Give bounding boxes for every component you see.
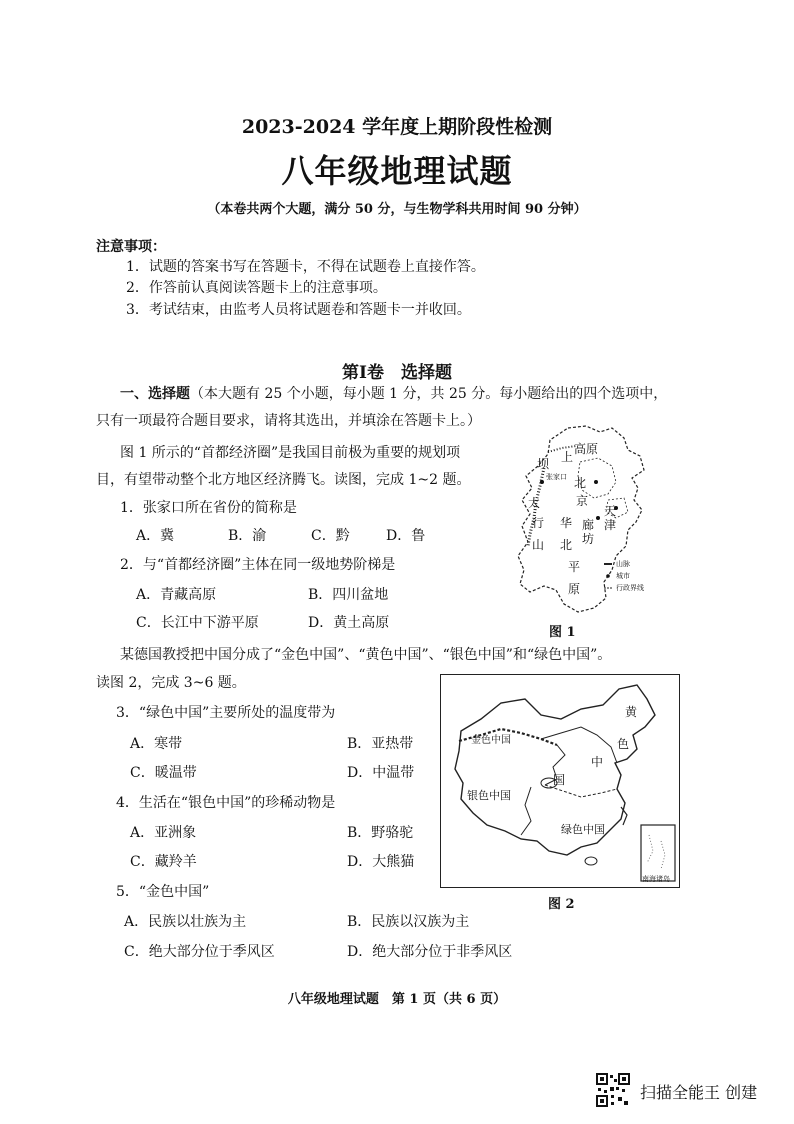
region-label-green: 绿色中国 bbox=[561, 823, 605, 836]
q5-option-d[interactable]: D．绝大部分位于非季风区 bbox=[347, 944, 513, 960]
map-label: 津 bbox=[604, 518, 617, 532]
figure-1-map bbox=[508, 422, 658, 620]
question-5-stem: 5．“金色中国” bbox=[116, 884, 210, 900]
q3-option-c[interactable]: C．暖温带 bbox=[130, 765, 197, 781]
notice-item: 1．试题的答案书写在答题卡，不得在试题卷上直接作答。 bbox=[126, 259, 485, 275]
question-4-stem: 4．生活在“银色中国”的珍稀动物是 bbox=[116, 795, 336, 811]
exam-session-title: 2023-2024 学年度上期阶段性检测 bbox=[241, 116, 553, 138]
map-label: 华 bbox=[560, 516, 573, 530]
map-label: 北 bbox=[574, 476, 587, 490]
page-footer: 八年级地理试题 第 1 页（共 6 页） bbox=[287, 992, 507, 1007]
q1-option-d[interactable]: D．鲁 bbox=[386, 528, 426, 544]
map-label-city: 张家口 bbox=[546, 473, 567, 481]
part-instructions-line2: 只有一项最符合题目要求，请将其选出，并填涂在答题卡上。） bbox=[96, 413, 481, 429]
map-label: 坝 bbox=[537, 457, 550, 471]
region-label-silver: 银色中国 bbox=[467, 789, 511, 802]
q3-option-b[interactable]: B．亚热带 bbox=[347, 736, 414, 752]
figure-1-caption: 图 1 bbox=[549, 625, 576, 640]
region-label-yellow: 中 bbox=[591, 755, 604, 769]
map-label: 行 bbox=[532, 516, 545, 530]
intro-text: 某德国教授把中国分成了“金色中国”、“黄色中国”、“银色中国”和“绿色中国”。 bbox=[120, 647, 612, 663]
q1-option-c[interactable]: C．黔 bbox=[311, 528, 350, 544]
notice-item: 3．考试结束，由监考人员将试题卷和答题卡一并收回。 bbox=[126, 302, 471, 318]
question-1-stem: 1．张家口所在省份的简称是 bbox=[120, 500, 297, 516]
q3-option-d[interactable]: D．中温带 bbox=[347, 765, 415, 781]
region-label-yellow: 黄 bbox=[625, 705, 638, 719]
notice-item: 2．作答前认真阅读答题卡上的注意事项。 bbox=[126, 280, 387, 296]
scanner-watermark: 扫描全能王 创建 bbox=[640, 1083, 758, 1102]
q2-option-b[interactable]: B．四川盆地 bbox=[308, 587, 389, 603]
map-label: 平 bbox=[568, 560, 581, 574]
region-label-yellow: 国 bbox=[553, 773, 566, 787]
exam-subtitle: （本卷共两个大题，满分 50 分，与生物学科共用时间 90 分钟） bbox=[207, 202, 587, 217]
map-label: 山 bbox=[532, 538, 545, 552]
map-label: 太 bbox=[528, 496, 541, 510]
q1-option-a[interactable]: A．冀 bbox=[136, 528, 175, 544]
page-title: 八年级地理试题 bbox=[281, 152, 513, 190]
q2-option-a[interactable]: A．青藏高原 bbox=[136, 587, 217, 603]
figure-2-map bbox=[440, 674, 680, 888]
map-label: 原 bbox=[586, 442, 599, 456]
legend-mountain: 山脉 bbox=[616, 560, 630, 568]
intro-text: 目，有望带动整个北方地区经济腾飞。读图，完成 1~2 题。 bbox=[96, 472, 471, 488]
q4-option-a[interactable]: A．亚洲象 bbox=[130, 825, 197, 841]
q5-option-c[interactable]: C．绝大部分位于季风区 bbox=[124, 944, 275, 960]
section-title: 第Ⅰ卷 选择题 bbox=[342, 363, 452, 383]
legend-city: 城市 bbox=[616, 572, 630, 580]
intro-text: 图 1 所示的“首都经济圈”是我国目前极为重要的规划项 bbox=[120, 445, 461, 461]
q2-option-c[interactable]: C．长江中下游平原 bbox=[136, 615, 259, 631]
q3-option-a[interactable]: A．寒带 bbox=[130, 736, 183, 752]
intro-text: 读图 2，完成 3~6 题。 bbox=[96, 675, 246, 691]
map-label: 原 bbox=[568, 582, 581, 596]
q1-option-b[interactable]: B．渝 bbox=[228, 528, 267, 544]
question-3-stem: 3．“绿色中国”主要所处的温度带为 bbox=[116, 705, 336, 721]
map-label: 廊 bbox=[582, 518, 595, 532]
q5-option-a[interactable]: A．民族以壮族为主 bbox=[124, 914, 247, 930]
map-label: 京 bbox=[576, 494, 589, 508]
map-label: 天 bbox=[604, 504, 617, 518]
map-label: 上 bbox=[561, 450, 574, 464]
region-label-gold: 金色中国 bbox=[471, 735, 511, 746]
figure-2-caption: 图 2 bbox=[548, 897, 575, 912]
region-label-yellow: 色 bbox=[617, 737, 630, 751]
map-label: 北 bbox=[560, 538, 573, 552]
part-label: 一、选择题 bbox=[120, 386, 190, 402]
south-china-sea-inset-label: 南海诸岛 bbox=[642, 875, 670, 883]
q2-option-d[interactable]: D．黄土高原 bbox=[308, 615, 390, 631]
part-instructions-line1 bbox=[120, 383, 667, 403]
q4-option-b[interactable]: B．野骆驼 bbox=[347, 825, 414, 841]
notice-heading: 注意事项： bbox=[96, 239, 166, 255]
map-label: 坊 bbox=[582, 532, 595, 546]
qr-code-icon bbox=[596, 1073, 630, 1107]
map-label: 高 bbox=[574, 442, 587, 456]
q4-option-d[interactable]: D．大熊猫 bbox=[347, 854, 415, 870]
q4-option-c[interactable]: C．藏羚羊 bbox=[130, 854, 197, 870]
q5-option-b[interactable]: B．民族以汉族为主 bbox=[347, 914, 470, 930]
part-description: （本大题有 25 个小题，每小题 1 分，共 25 分。每小题给出的四个选项中， bbox=[190, 386, 668, 402]
legend-boundary: 行政界线 bbox=[616, 584, 644, 592]
question-2-stem: 2．与“首都经济圈”主体在同一级地势阶梯是 bbox=[120, 557, 396, 573]
